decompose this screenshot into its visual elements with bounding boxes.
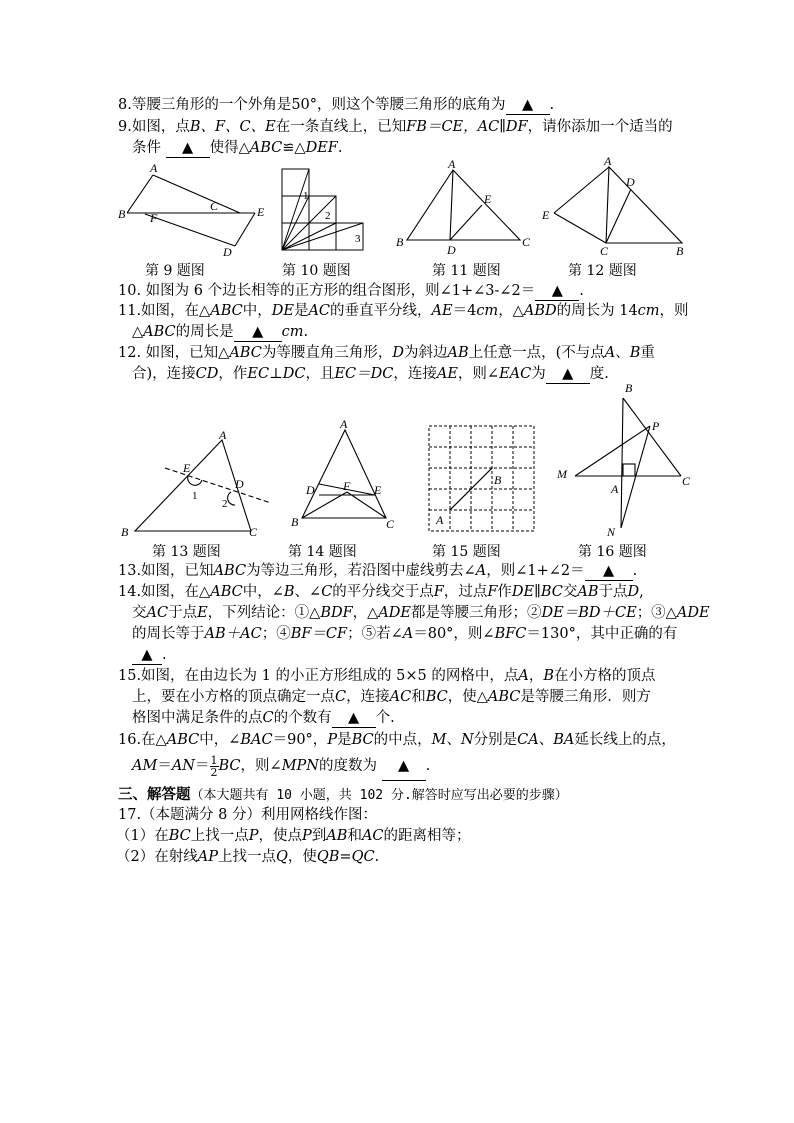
q9-text: 使得△ bbox=[209, 140, 250, 156]
q17-var: P bbox=[248, 828, 259, 844]
q12-var: AE bbox=[436, 366, 458, 382]
figure-11 bbox=[395, 158, 535, 258]
q17-var: AB bbox=[326, 828, 348, 844]
question-16-line2 bbox=[132, 752, 430, 781]
q14-text: 于点 bbox=[598, 584, 628, 600]
angle-1-label: 1 bbox=[192, 490, 198, 502]
question-12-line2 bbox=[132, 365, 609, 384]
figure-13 bbox=[115, 428, 275, 540]
q11-text: ，则 bbox=[659, 303, 689, 319]
q12-var: EC＝DC bbox=[334, 366, 394, 382]
angle-3-label: 3 bbox=[355, 233, 361, 245]
label-A: A bbox=[448, 157, 456, 171]
figure-16 bbox=[555, 378, 695, 540]
q12-var: ABC bbox=[229, 345, 262, 361]
question-11-line2 bbox=[132, 323, 308, 342]
q14-var: ADE bbox=[378, 605, 412, 621]
q16-text: 16.在△ bbox=[118, 732, 167, 748]
q11-var: DE bbox=[271, 303, 294, 319]
q14-var: C bbox=[321, 584, 333, 600]
label-F: F bbox=[150, 211, 158, 225]
q11-var: ABC bbox=[210, 303, 243, 319]
q15-text: 格图中满足条件的点 bbox=[132, 710, 263, 726]
q11-unit: cm bbox=[281, 324, 304, 340]
q14-var: A bbox=[402, 626, 414, 642]
q16-text: 是 bbox=[337, 732, 352, 748]
label-A: A bbox=[436, 513, 444, 527]
question-11-line1 bbox=[118, 302, 689, 320]
q11-end: . bbox=[303, 324, 309, 340]
label-B: B bbox=[676, 244, 684, 258]
q16-var: BC bbox=[218, 758, 241, 774]
q12-text: ，且 bbox=[305, 366, 335, 382]
question-14-line3 bbox=[132, 625, 677, 643]
q16-var: N bbox=[460, 732, 474, 748]
q16-var: P bbox=[327, 732, 338, 748]
q14-text: 交 bbox=[562, 584, 578, 600]
q12-text: 12. 如图，已知△ bbox=[118, 345, 230, 361]
question-15-line2 bbox=[132, 688, 651, 706]
label-B: B bbox=[121, 525, 129, 539]
q15-var: C bbox=[262, 710, 274, 726]
q9-end: . bbox=[337, 140, 343, 156]
section-note: （本大题共有 10 小题，共 102 分.解答时应写出必要的步骤） bbox=[190, 788, 568, 803]
q16-text: ，则∠ bbox=[240, 758, 282, 774]
q14-text: ＝80°，则∠ bbox=[413, 626, 495, 642]
q9-text: 9.如图，点 bbox=[118, 119, 190, 135]
label-A: A bbox=[219, 428, 227, 442]
q15-var: A bbox=[518, 668, 529, 684]
q12-text: 为等腰直角三角形， bbox=[261, 345, 393, 361]
label-B: B bbox=[494, 473, 502, 487]
figure-10 bbox=[280, 167, 375, 259]
q16-var: M bbox=[431, 732, 447, 748]
q12-text: 为 bbox=[531, 366, 546, 382]
question-15-line3 bbox=[132, 709, 395, 728]
label-D: D bbox=[223, 245, 232, 259]
q11-unit: cm bbox=[637, 303, 660, 319]
caption-figure-15: 第 15 题图 bbox=[432, 544, 501, 560]
label-D: D bbox=[306, 483, 315, 497]
q14-var: BF＝CF bbox=[290, 626, 348, 642]
q14-var: AB bbox=[577, 584, 599, 600]
q15-text: 15.如图，在由边长为 1 的小正方形组成的 5×5 的网格中，点 bbox=[118, 668, 519, 684]
q14-var: ADE bbox=[676, 605, 710, 621]
q14-text: ；⑤若∠ bbox=[347, 626, 403, 642]
question-15-line1 bbox=[118, 667, 655, 685]
q17-text: . bbox=[374, 849, 380, 865]
question-14-line4 bbox=[132, 646, 167, 665]
q13-var: A bbox=[475, 563, 487, 579]
q14-text: ；④ bbox=[261, 626, 291, 642]
caption-figure-16: 第 16 题图 bbox=[578, 544, 647, 560]
q12-var: B bbox=[629, 345, 641, 361]
caption-figure-13: 第 13 题图 bbox=[152, 544, 221, 560]
q12-text: 上任意一点，(不与点 bbox=[468, 345, 605, 361]
q14-var: DE∥BC bbox=[511, 584, 563, 600]
q17-text: 和 bbox=[347, 828, 362, 844]
q16-var: AM bbox=[132, 758, 158, 774]
q17-text: 17.（本题满分 8 分）利用网格线作图： bbox=[118, 807, 378, 823]
q10-text: 10. 如图为 6 个边长相等的正方形的组合图形，则∠1+∠3-∠2＝ bbox=[118, 283, 536, 299]
question-12-line1 bbox=[118, 344, 655, 362]
answer-blank[interactable]: ▲ bbox=[234, 323, 282, 342]
q16-var: BAC bbox=[240, 732, 273, 748]
q16-end: . bbox=[425, 758, 431, 774]
q15-text: 的个数有 bbox=[273, 710, 332, 726]
q14-text: 、∠ bbox=[294, 584, 322, 600]
q16-text: 的中点， bbox=[373, 732, 432, 748]
label-B: B bbox=[396, 235, 404, 249]
q17-var: QC bbox=[351, 849, 375, 865]
label-M: M bbox=[557, 467, 567, 481]
q11-text: ，△ bbox=[498, 303, 524, 319]
q11-text: 的周长为 14 bbox=[556, 303, 638, 319]
label-A: A bbox=[611, 482, 619, 496]
q17-text: （2）在射线 bbox=[116, 849, 198, 865]
answer-blank[interactable]: ▲ bbox=[585, 562, 633, 581]
q9-given: FB＝CE，AC∥DF bbox=[406, 119, 528, 135]
q12-text: 为斜边 bbox=[403, 345, 448, 361]
q8-text: 8.等腰三角形的一个外角是50°，则这个等腰三角形的底角为 bbox=[118, 97, 506, 113]
question-9-line2 bbox=[132, 139, 342, 158]
label-E: E bbox=[542, 208, 550, 222]
label-C: C bbox=[386, 517, 395, 531]
label-E: E bbox=[484, 192, 492, 206]
q14-text: , bbox=[639, 584, 644, 600]
label-C: C bbox=[210, 199, 219, 213]
q12-var: EC⊥DC bbox=[247, 366, 306, 382]
q9-text: ，请你添加一个适当的 bbox=[527, 119, 673, 135]
question-14-line2 bbox=[132, 604, 710, 622]
q14-var: B bbox=[283, 584, 295, 600]
q14-text: ，过点 bbox=[443, 584, 488, 600]
label-C: C bbox=[249, 525, 258, 539]
label-C: C bbox=[522, 235, 531, 249]
q16-text: 、 bbox=[446, 732, 461, 748]
label-B: B bbox=[291, 515, 299, 529]
q14-text: 作 bbox=[497, 584, 512, 600]
label-F: F bbox=[343, 479, 351, 493]
q15-text: 个. bbox=[375, 710, 395, 726]
q14-text: 的周长等于 bbox=[132, 626, 205, 642]
q12-text: 合)，连接 bbox=[132, 366, 196, 382]
q17-text: 的距离相等； bbox=[383, 828, 471, 844]
q12-text: ，连接 bbox=[393, 366, 437, 382]
q15-var: AC bbox=[389, 689, 412, 705]
q15-text: 和 bbox=[411, 689, 426, 705]
caption-figure-12: 第 12 题图 bbox=[568, 263, 637, 279]
question-9-line1 bbox=[118, 118, 673, 136]
fraction-one-half bbox=[210, 755, 219, 778]
q16-text: 、 bbox=[538, 732, 554, 748]
q9-text: ≌△ bbox=[282, 140, 306, 156]
q14-text: ，△ bbox=[352, 605, 379, 621]
q12-var: D bbox=[392, 345, 404, 361]
q15-text: ，连接 bbox=[346, 689, 390, 705]
q15-text: ，使△ bbox=[447, 689, 488, 705]
label-P: P bbox=[652, 419, 660, 433]
q12-var: A bbox=[604, 345, 616, 361]
q16-text: ＝ bbox=[195, 758, 210, 774]
label-D: D bbox=[235, 477, 244, 491]
q13-var: ABC bbox=[213, 563, 247, 579]
q16-var: AN bbox=[171, 758, 195, 774]
q14-text: 都是等腰三角形；② bbox=[411, 605, 542, 621]
q14-var: F bbox=[433, 584, 444, 600]
q17-text: 上找一点 bbox=[190, 828, 249, 844]
q9-tri: DEF bbox=[305, 140, 338, 156]
angle-2-label: 2 bbox=[325, 210, 331, 222]
label-A: A bbox=[604, 154, 612, 168]
label-N: N bbox=[607, 525, 616, 539]
q9-points: B、F、C、E bbox=[189, 119, 276, 135]
q17-var: BC bbox=[168, 828, 191, 844]
q15-text: 是等腰三角形．则方 bbox=[520, 689, 651, 705]
figure-15 bbox=[425, 422, 540, 537]
section-title: 三、解答题 bbox=[118, 786, 191, 803]
question-17-part1 bbox=[116, 827, 471, 845]
q14-text: 中，∠ bbox=[242, 584, 284, 600]
q11-text: ＝4 bbox=[452, 303, 477, 319]
q15-var: ABC bbox=[487, 689, 521, 705]
q17-text: （1）在 bbox=[116, 828, 169, 844]
q15-var: BC bbox=[425, 689, 448, 705]
q17-text: ，使点 bbox=[258, 828, 303, 844]
q9-tri: ABC bbox=[249, 140, 283, 156]
q16-var: BA bbox=[553, 732, 575, 748]
q15-var: B bbox=[543, 668, 554, 684]
label-B: B bbox=[118, 207, 126, 221]
q9-text: 条件 bbox=[132, 140, 161, 156]
q16-var: MPN bbox=[281, 758, 319, 774]
q14-var: E bbox=[197, 605, 208, 621]
q17-var: QB bbox=[316, 849, 340, 865]
q11-text: 中， bbox=[242, 303, 272, 319]
q15-var: C bbox=[335, 689, 347, 705]
q12-text: 、 bbox=[615, 345, 630, 361]
q14-var: AB＋AC bbox=[204, 626, 262, 642]
q17-text: 上找一点 bbox=[217, 849, 276, 865]
answer-blank[interactable]: ▲ bbox=[166, 139, 210, 158]
caption-figure-14: 第 14 题图 bbox=[288, 544, 357, 560]
angle-2-label: 2 bbox=[222, 498, 228, 510]
q12-var: EAC bbox=[499, 366, 532, 382]
q8-end: . bbox=[549, 97, 555, 113]
q14-text: ；③△ bbox=[636, 605, 677, 621]
q15-text: 上，要在小方格的顶点确定一点 bbox=[132, 689, 335, 705]
q14-text: 交 bbox=[132, 605, 147, 621]
q13-text: 为等边三角形，若沿图中虚线剪去∠ bbox=[246, 563, 476, 579]
q17-var: Q bbox=[275, 849, 288, 865]
q14-end: . bbox=[162, 647, 167, 663]
answer-blank[interactable]: ▲ bbox=[506, 96, 550, 115]
q9-text: 在一条直线上，已知 bbox=[275, 119, 407, 135]
question-14-line1 bbox=[118, 583, 644, 601]
caption-figure-9: 第 9 题图 bbox=[145, 263, 205, 279]
q11-text: 的垂直平分线， bbox=[330, 303, 432, 319]
q16-text: ＝90°， bbox=[272, 732, 328, 748]
q14-text: ＝130°，其中正确的有 bbox=[526, 626, 678, 642]
q15-text: 在小方格的顶点 bbox=[553, 668, 656, 684]
label-A: A bbox=[340, 417, 348, 431]
q17-text: ，使 bbox=[287, 849, 317, 865]
figure-14 bbox=[290, 418, 400, 536]
caption-figure-11: 第 11 题图 bbox=[432, 263, 501, 279]
q11-text: 是 bbox=[293, 303, 309, 319]
label-D: D bbox=[447, 243, 456, 257]
question-16-line1 bbox=[118, 731, 676, 749]
label-C: C bbox=[600, 244, 609, 258]
figure-9 bbox=[115, 158, 275, 258]
q16-text: 的度数为 bbox=[318, 758, 377, 774]
q15-text: ， bbox=[528, 668, 544, 684]
q16-text: 延长线上的点， bbox=[574, 732, 676, 748]
label-E: E bbox=[257, 205, 265, 219]
answer-blank[interactable]: ▲ bbox=[332, 709, 376, 728]
q12-var: CD bbox=[195, 366, 219, 382]
q17-var: AP bbox=[197, 849, 218, 865]
q11-var: AC bbox=[308, 303, 331, 319]
q14-text: 14.如图，在△ bbox=[118, 584, 211, 600]
q12-var: AB bbox=[447, 345, 469, 361]
q11-var: ABC bbox=[143, 324, 176, 340]
q11-text: 的周长是 bbox=[175, 324, 234, 340]
label-D: D bbox=[626, 175, 635, 189]
q12-text: ，则∠ bbox=[457, 366, 500, 382]
label-B: B bbox=[625, 381, 633, 395]
q16-text: 中，∠ bbox=[199, 732, 241, 748]
angle-1-label: 1 bbox=[303, 190, 309, 202]
q12-text: 重 bbox=[640, 345, 655, 361]
q16-var: CA bbox=[517, 732, 539, 748]
q12-text: ，作 bbox=[218, 366, 248, 382]
caption-figure-10: 第 10 题图 bbox=[282, 263, 351, 279]
label-E: E bbox=[374, 483, 382, 497]
answer-blank[interactable]: ▲ bbox=[535, 282, 579, 301]
q14-var: D bbox=[627, 584, 640, 600]
q17-var: AC bbox=[361, 828, 384, 844]
q12-end: 度. bbox=[589, 366, 609, 382]
q11-unit: cm bbox=[476, 303, 499, 319]
q13-text: ，则∠1+∠2＝ bbox=[486, 563, 585, 579]
q14-text: ，下列结论：①△ bbox=[207, 605, 321, 621]
q14-var: DE＝BD＋CE bbox=[541, 605, 637, 621]
q14-var: BDF bbox=[320, 605, 353, 621]
label-C: C bbox=[682, 474, 691, 488]
figure-12 bbox=[540, 155, 690, 258]
q13-text: 13.如图，已知 bbox=[118, 563, 214, 579]
q16-var: BC bbox=[351, 732, 374, 748]
q11-text: 11.如图，在△ bbox=[118, 303, 211, 319]
fraction-numerator: 1 bbox=[210, 753, 218, 767]
answer-blank[interactable]: ▲ bbox=[546, 365, 590, 384]
question-17-part2 bbox=[116, 848, 379, 866]
q11-text: △ bbox=[132, 324, 144, 340]
question-13 bbox=[118, 562, 637, 581]
question-10 bbox=[118, 282, 584, 301]
q16-var: ABC bbox=[166, 732, 200, 748]
label-A: A bbox=[150, 161, 158, 175]
question-17-head bbox=[118, 806, 377, 824]
q10-end: . bbox=[579, 283, 584, 299]
fraction-denominator: 2 bbox=[210, 765, 218, 779]
q17-text: 到 bbox=[311, 828, 327, 844]
q14-var: BFC bbox=[494, 626, 527, 642]
answer-blank[interactable]: ▲ bbox=[132, 646, 162, 665]
q14-text: 的平分线交于点 bbox=[332, 584, 434, 600]
question-8 bbox=[118, 96, 554, 115]
label-E: E bbox=[183, 461, 191, 475]
q14-text: 于点 bbox=[168, 605, 198, 621]
q16-text: 分别是 bbox=[473, 732, 518, 748]
answer-blank[interactable]: ▲ bbox=[382, 752, 426, 781]
q17-text: = bbox=[339, 849, 352, 865]
q14-var: AC bbox=[146, 605, 169, 621]
q11-var: ABD bbox=[523, 303, 557, 319]
section-3-heading bbox=[118, 786, 568, 805]
q11-var: AE bbox=[431, 303, 453, 319]
q16-text: ＝ bbox=[157, 758, 172, 774]
q13-end: . bbox=[632, 563, 638, 579]
q14-var: ABC bbox=[210, 584, 243, 600]
q17-var: P bbox=[302, 828, 312, 844]
q14-var: F bbox=[487, 584, 498, 600]
